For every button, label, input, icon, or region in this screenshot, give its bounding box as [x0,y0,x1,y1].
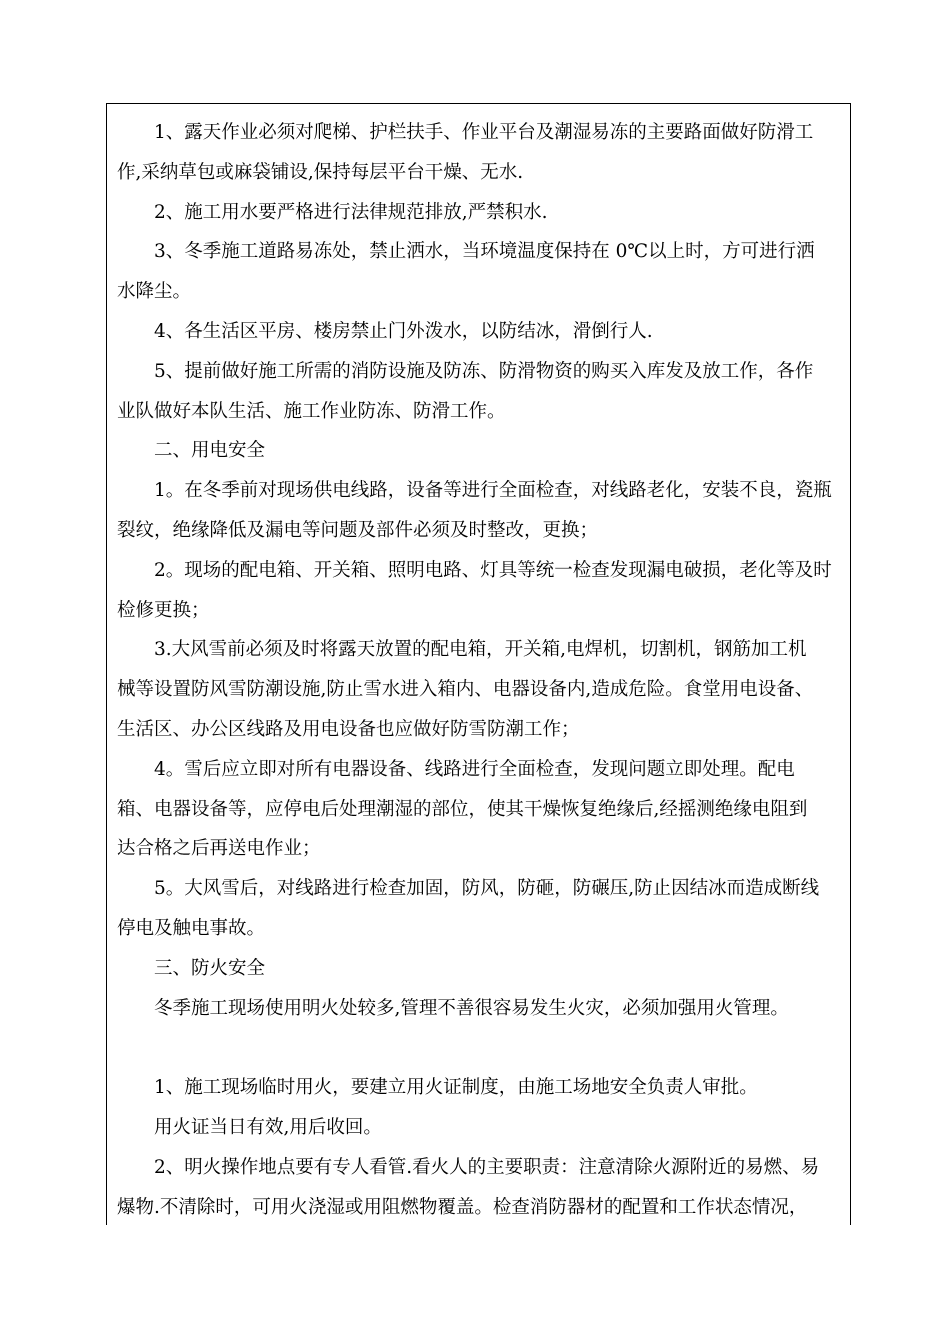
text-line: 3.大风雪前必须及时将露天放置的配电箱，开关箱,电焊机，切割机，钢筋加工机 [154,639,807,661]
blank-line [117,1028,843,1068]
document-table-cell [106,103,851,1225]
text-line: 裂纹，绝缘降低及漏电等问题及部件必须及时整改，更换； [117,519,599,541]
text-line: 3、冬季施工道路易冻处，禁止洒水，当环境温度保持在 0℃以上时，方可进行洒 [154,241,815,263]
text-line: 作,采纳草包或麻袋铺设,保持每层平台干燥、无水. [117,161,524,183]
section-heading: 二、用电安全 [154,440,266,462]
text-line: 2、施工用水要严格进行法律规范排放,严禁积水. [154,201,548,223]
text-line: 达合格之后再送电作业； [117,838,321,860]
text-line: 5、提前做好施工所需的消防设施及防冻、防滑物资的购买入库发及放工作，各作 [154,360,814,382]
text-line: 检修更换； [117,599,210,621]
text-line: 业队做好本队生活、施工作业防冻、防滑工作。 [117,400,506,422]
text-line: 2、明火操作地点要有专人看管.看火人的主要职责：注意清除火源附近的易燃、易 [154,1156,820,1178]
text-line: 4。雪后应立即对所有电器设备、线路进行全面检查，发现问题立即处理。配电 [154,758,795,780]
text-line: 冬季施工现场使用明火处较多,管理不善很容易发生火灾，必须加强用火管理。 [154,997,789,1019]
text-line: 1、施工现场临时用火，要建立用火证制度，由施工场地安全负责人审批。 [154,1077,758,1099]
text-line: 5。大风雪后，对线路进行检查加固，防风，防砸，防碾压,防止因结冰而造成断线 [154,878,820,900]
text-line: 停电及触电事故。 [117,917,266,939]
text-line: 用火证当日有效,用后收回。 [154,1116,382,1138]
text-line: 4、各生活区平房、楼房禁止门外泼水，以防结冰，滑倒行人. [154,320,653,342]
text-line: 爆物.不清除时，可用火浇湿或用阻燃物覆盖。检查消防器材的配置和工作状态情况， [117,1196,808,1218]
text-line: 箱、电器设备等，应停电后处理潮湿的部位，使其干燥恢复绝缘后,经摇测绝缘电阻到 [117,798,808,820]
text-line: 生活区、办公区线路及用电设备也应做好防雪防潮工作； [117,718,580,740]
document-body [117,113,843,1225]
text-line: 2。现场的配电箱、开关箱、照明电路、灯具等统一检查发现漏电破损，老化等及时 [154,559,832,581]
text-line: 械等设置防风雪防潮设施,防止雪水进入箱内、电器设备内,造成危险。食堂用电设备、 [117,679,814,701]
text-line: 水降尘。 [117,281,192,303]
text-line: 1。在冬季前对现场供电线路，设备等进行全面检查，对线路老化，安装不良，瓷瓶 [154,480,832,502]
text-line: 1、露天作业必须对爬梯、护栏扶手、作业平台及潮湿易冻的主要路面做好防滑工 [154,122,814,143]
section-heading: 三、防火安全 [154,957,266,979]
